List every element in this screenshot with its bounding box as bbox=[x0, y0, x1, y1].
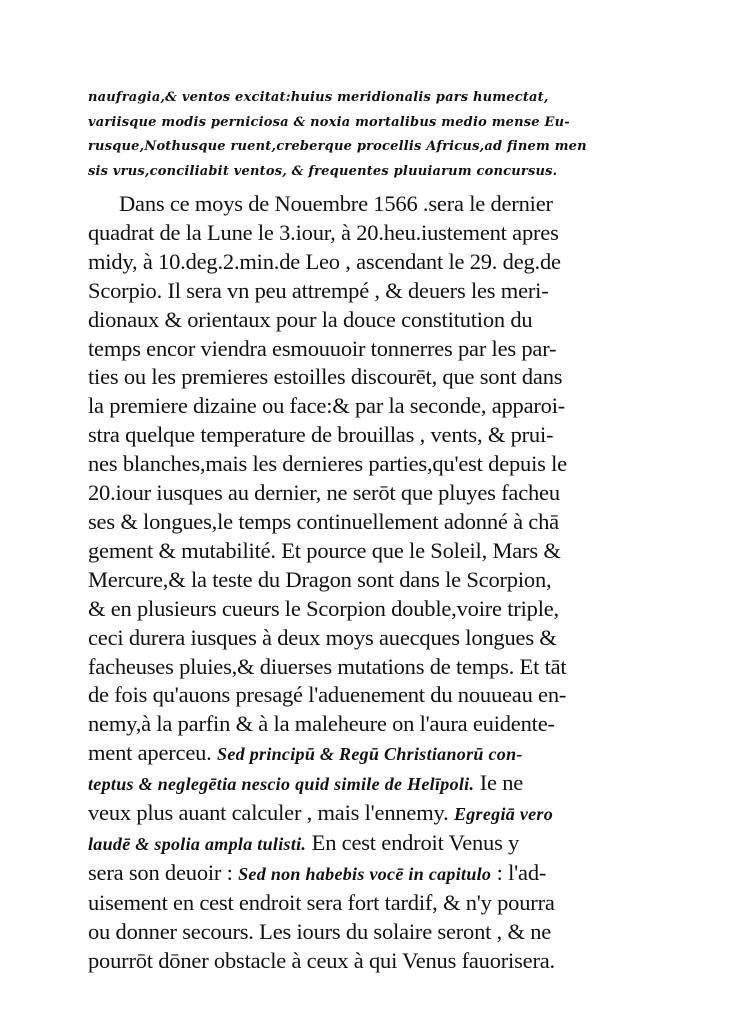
text-line-23-latin-quote: laudē & spolia ampla tulisti. bbox=[88, 833, 307, 854]
text-line-20-roman: ment aperceu. bbox=[88, 740, 218, 766]
text-line-23-roman: En cest endroit Venus y bbox=[306, 829, 520, 855]
text-line-22-latin-quote: Egregiā vero bbox=[453, 804, 554, 825]
text-line-3: midy, à 10.deg.2.min.de Leo , ascendant le 29. deg.de bbox=[88, 248, 561, 274]
text-line-10: nes blanches,mais les dernieres parties,qu'est depuis le bbox=[88, 451, 567, 477]
text-line-13: gement & mutabilité. Et pource que le Soleil, Mars & bbox=[88, 537, 561, 563]
text-line-24-roman-end: : l'ad- bbox=[491, 859, 547, 885]
text-line-17: facheuses pluies,& diuerses mutations de temps. Et tāt bbox=[88, 653, 567, 679]
text-line-20-latin-quote: Sed principū & Regū Christianorū con- bbox=[217, 744, 523, 765]
text-line-14: Mercure,& la teste du Dragon sont dans le Scorpion, bbox=[88, 566, 552, 592]
text-line-22 bbox=[88, 799, 673, 829]
text-line-12: ses & longues,le temps continuellement adonné à chā bbox=[88, 508, 559, 534]
text-line-7: ties ou les premieres estoilles discourēt, que sont dans bbox=[88, 364, 563, 390]
latin-paragraph bbox=[88, 86, 673, 184]
text-line-4: Scorpio. Il sera vn peu attrempé , & deuers les meri- bbox=[88, 277, 549, 303]
page-text-block bbox=[88, 86, 673, 975]
text-line-9: stra quelque temperature de brouillas , vents, & prui- bbox=[88, 422, 554, 448]
text-line-26: ou donner secours. Les iours du solaire seront , & ne bbox=[88, 918, 552, 944]
text-line-27: pourrōt dōner obstacle à ceux à qui Venus fauorisera. bbox=[88, 947, 555, 973]
text-line-15: & en plusieurs cueurs le Scorpion double,voire triple, bbox=[88, 595, 559, 621]
text-line-23 bbox=[88, 829, 673, 859]
text-line-8: la premiere dizaine ou face:& par la seconde, apparoi- bbox=[88, 393, 566, 419]
text-line-2: quadrat de la Lune le 3.iour, à 20.heu.iustement apres bbox=[88, 219, 559, 245]
text-line-24-roman: sera son deuoir : bbox=[88, 859, 239, 885]
text-line-6: temps encor viendra esmouuoir tonnerres par les par- bbox=[88, 335, 557, 361]
latin-line-1: naufragia,& ventos excitat:huius meridionalis pars humectat, bbox=[88, 90, 549, 105]
text-line-5: dionaux & orientaux pour la douce constitution du bbox=[88, 306, 533, 332]
latin-line-4: sis vrus,conciliabit ventos, & frequentes pluuiarum concursus. bbox=[88, 163, 558, 179]
text-line-16: ceci durera iusques à deux moys auecques longues & bbox=[88, 624, 557, 650]
text-line-18: de fois qu'auons presagé l'aduenement du nouueau en- bbox=[88, 682, 567, 708]
text-line-25: uisement en cest endroit sera fort tardif, & n'y pourra bbox=[88, 889, 555, 915]
latin-line-3: rusque,Nothusque ruent,creberque procellis Africus,ad finem men bbox=[88, 139, 587, 154]
text-line-11: 20.iour iusques au dernier, ne serōt que pluyes facheu bbox=[88, 480, 560, 506]
text-line-20 bbox=[88, 739, 673, 769]
text-line-24 bbox=[88, 859, 673, 889]
french-paragraph bbox=[88, 190, 673, 975]
text-line-19: nemy,à la parfin & à la maleheure on l'aura euidente- bbox=[88, 711, 555, 737]
text-line-21 bbox=[88, 769, 673, 799]
text-line-22-roman: veux plus auant calculer , mais l'ennemy. bbox=[88, 800, 454, 826]
latin-line-2: variisque modis perniciosa & noxia mortalibus medio mense Eu- bbox=[88, 114, 570, 130]
text-line-24-latin-quote: Sed non habebis vocē in capitulo bbox=[238, 863, 492, 884]
text-line-1: Dans ce moys de Nouembre 1566 .sera le dernier bbox=[119, 191, 553, 216]
text-line-21-latin-quote: teptus & neglegētia nescio quid simile de Helīpoli. bbox=[88, 774, 475, 795]
text-line-21-roman: Ie ne bbox=[474, 770, 524, 796]
